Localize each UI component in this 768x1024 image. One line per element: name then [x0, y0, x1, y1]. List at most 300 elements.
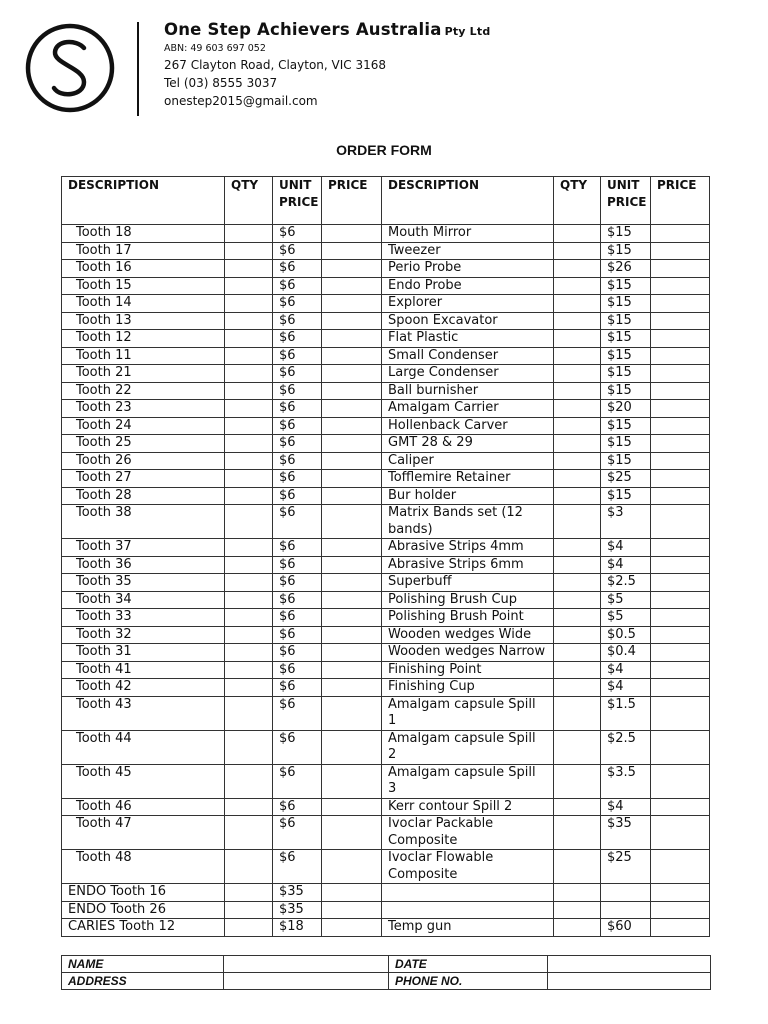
- right-price-field[interactable]: [651, 679, 710, 697]
- left-description: Tooth 45: [62, 764, 225, 798]
- right-qty-field[interactable]: [554, 382, 601, 400]
- left-unit-price: $35: [273, 901, 322, 919]
- left-description: Tooth 14: [62, 295, 225, 313]
- right-unit-price: $15: [601, 435, 651, 453]
- left-qty-field[interactable]: [225, 556, 273, 574]
- left-qty-field[interactable]: [225, 609, 273, 627]
- right-qty-field[interactable]: [554, 884, 601, 902]
- table-row: [62, 260, 710, 278]
- right-description: Temp gun: [382, 919, 554, 937]
- right-description: Small Condenser: [382, 347, 554, 365]
- company-abn: ABN: 49 603 697 052: [164, 43, 266, 54]
- left-price-field[interactable]: [322, 242, 382, 260]
- right-unit-price: $5: [601, 591, 651, 609]
- table-row: [62, 452, 710, 470]
- left-price-field[interactable]: [322, 901, 382, 919]
- right-qty-field[interactable]: [554, 470, 601, 488]
- left-unit-price: $6: [273, 260, 322, 278]
- right-price-field[interactable]: [651, 816, 710, 850]
- left-qty-field[interactable]: [225, 696, 273, 730]
- right-unit-price: $4: [601, 556, 651, 574]
- left-unit-price: $6: [273, 850, 322, 884]
- right-qty-field[interactable]: [554, 816, 601, 850]
- right-description: Tofflemire Retainer: [382, 470, 554, 488]
- left-description: Tooth 34: [62, 591, 225, 609]
- form-title: ORDER FORM: [336, 142, 432, 158]
- right-price-field[interactable]: [651, 295, 710, 313]
- right-description: Explorer: [382, 295, 554, 313]
- right-description: [382, 884, 554, 902]
- left-qty-field[interactable]: [225, 679, 273, 697]
- table-row: [62, 574, 710, 592]
- left-price-field[interactable]: [322, 539, 382, 557]
- table-row: [62, 365, 710, 383]
- left-description: Tooth 23: [62, 400, 225, 418]
- right-unit-price: $2.5: [601, 730, 651, 764]
- left-description: Tooth 42: [62, 679, 225, 697]
- right-unit-price: $20: [601, 400, 651, 418]
- right-unit-price: $60: [601, 919, 651, 937]
- right-price-field[interactable]: [651, 798, 710, 816]
- name-label: NAME: [62, 956, 224, 973]
- right-price-field[interactable]: [651, 919, 710, 937]
- right-qty-field[interactable]: [554, 365, 601, 383]
- left-unit-price: $6: [273, 452, 322, 470]
- left-price-field[interactable]: [322, 452, 382, 470]
- left-description: ENDO Tooth 16: [62, 884, 225, 902]
- left-qty-field[interactable]: [225, 764, 273, 798]
- company-name: One Step Achievers Australia Pty Ltd: [164, 20, 491, 39]
- table-header-row: [62, 177, 710, 225]
- left-description: Tooth 35: [62, 574, 225, 592]
- left-qty-field[interactable]: [225, 487, 273, 505]
- right-qty-field[interactable]: [554, 850, 601, 884]
- left-price-field[interactable]: [322, 260, 382, 278]
- left-price-field[interactable]: [322, 644, 382, 662]
- left-qty-field[interactable]: [225, 312, 273, 330]
- left-description: Tooth 36: [62, 556, 225, 574]
- left-qty-field[interactable]: [225, 919, 273, 937]
- contact-row: [62, 973, 711, 990]
- left-description: CARIES Tooth 12: [62, 919, 225, 937]
- right-description: Amalgam capsule Spill 3: [382, 764, 554, 798]
- right-price-field[interactable]: [651, 225, 710, 243]
- left-unit-price: $6: [273, 295, 322, 313]
- right-qty-field[interactable]: [554, 539, 601, 557]
- left-qty-field[interactable]: [225, 225, 273, 243]
- right-price-field[interactable]: [651, 470, 710, 488]
- left-description: Tooth 46: [62, 798, 225, 816]
- left-price-field[interactable]: [322, 435, 382, 453]
- left-qty-field[interactable]: [225, 417, 273, 435]
- company-block: [164, 20, 490, 108]
- table-row: [62, 679, 710, 697]
- left-price-field[interactable]: [322, 347, 382, 365]
- right-description: Flat Plastic: [382, 330, 554, 348]
- left-unit-price: $6: [273, 365, 322, 383]
- left-price-field[interactable]: [322, 505, 382, 539]
- left-price-field[interactable]: [322, 696, 382, 730]
- table-row: [62, 730, 710, 764]
- left-qty-field[interactable]: [225, 901, 273, 919]
- right-price-field[interactable]: [651, 312, 710, 330]
- left-description: Tooth 25: [62, 435, 225, 453]
- table-row: [62, 242, 710, 260]
- right-description: Finishing Point: [382, 661, 554, 679]
- table-row: [62, 919, 710, 937]
- table-row: [62, 312, 710, 330]
- left-description: Tooth 11: [62, 347, 225, 365]
- right-unit-price: $1.5: [601, 696, 651, 730]
- left-unit-price: $6: [273, 816, 322, 850]
- left-qty-field[interactable]: [225, 452, 273, 470]
- right-qty-field[interactable]: [554, 609, 601, 627]
- left-qty-field[interactable]: [225, 626, 273, 644]
- header-qty: QTY: [225, 177, 273, 225]
- right-price-field[interactable]: [651, 884, 710, 902]
- table-row: [62, 901, 710, 919]
- right-qty-field[interactable]: [554, 730, 601, 764]
- right-description: Ivoclar Packable Composite: [382, 816, 554, 850]
- right-price-field[interactable]: [651, 574, 710, 592]
- right-qty-field[interactable]: [554, 435, 601, 453]
- right-qty-field[interactable]: [554, 661, 601, 679]
- left-qty-field[interactable]: [225, 260, 273, 278]
- company-suffix: Pty Ltd: [444, 25, 491, 38]
- right-description: GMT 28 & 29: [382, 435, 554, 453]
- right-price-field[interactable]: [651, 365, 710, 383]
- left-qty-field[interactable]: [225, 505, 273, 539]
- left-unit-price: $6: [273, 400, 322, 418]
- table-row: [62, 470, 710, 488]
- left-unit-price: $6: [273, 470, 322, 488]
- header-qty: QTY: [554, 177, 601, 225]
- table-row: [62, 798, 710, 816]
- left-unit-price: $6: [273, 609, 322, 627]
- left-qty-field[interactable]: [225, 798, 273, 816]
- right-price-field[interactable]: [651, 382, 710, 400]
- left-price-field[interactable]: [322, 556, 382, 574]
- left-price-field[interactable]: [322, 277, 382, 295]
- right-price-field[interactable]: [651, 730, 710, 764]
- contact-row: [62, 956, 711, 973]
- right-qty-field[interactable]: [554, 312, 601, 330]
- left-unit-price: $6: [273, 696, 322, 730]
- right-description: Amalgam capsule Spill 1: [382, 696, 554, 730]
- left-qty-field[interactable]: [225, 382, 273, 400]
- left-unit-price: $6: [273, 661, 322, 679]
- right-price-field[interactable]: [651, 696, 710, 730]
- left-price-field[interactable]: [322, 470, 382, 488]
- right-unit-price: $35: [601, 816, 651, 850]
- right-price-field[interactable]: [651, 901, 710, 919]
- left-price-field[interactable]: [322, 816, 382, 850]
- right-qty-field[interactable]: [554, 764, 601, 798]
- left-qty-field[interactable]: [225, 539, 273, 557]
- left-qty-field[interactable]: [225, 295, 273, 313]
- right-unit-price: $2.5: [601, 574, 651, 592]
- right-unit-price: $3: [601, 505, 651, 539]
- left-unit-price: $35: [273, 884, 322, 902]
- left-qty-field[interactable]: [225, 644, 273, 662]
- right-unit-price: $26: [601, 260, 651, 278]
- left-qty-field[interactable]: [225, 730, 273, 764]
- right-unit-price: $15: [601, 347, 651, 365]
- table-row: [62, 505, 710, 539]
- left-qty-field[interactable]: [225, 347, 273, 365]
- address-label: ADDRESS: [62, 973, 224, 990]
- header-unit-price: UNIT PRICE: [601, 177, 651, 225]
- table-row: [62, 330, 710, 348]
- left-price-field[interactable]: [322, 764, 382, 798]
- table-row: [62, 764, 710, 798]
- left-unit-price: $6: [273, 225, 322, 243]
- right-qty-field[interactable]: [554, 679, 601, 697]
- left-unit-price: $6: [273, 626, 322, 644]
- left-description: ENDO Tooth 26: [62, 901, 225, 919]
- company-logo-icon: [24, 22, 116, 114]
- company-phone: Tel (03) 8555 3037: [164, 76, 278, 90]
- right-qty-field[interactable]: [554, 919, 601, 937]
- right-qty-field[interactable]: [554, 574, 601, 592]
- right-price-field[interactable]: [651, 417, 710, 435]
- right-description: Perio Probe: [382, 260, 554, 278]
- right-price-field[interactable]: [651, 591, 710, 609]
- right-unit-price: $15: [601, 277, 651, 295]
- right-description: Mouth Mirror: [382, 225, 554, 243]
- right-price-field[interactable]: [651, 556, 710, 574]
- name-field[interactable]: [224, 956, 389, 973]
- right-qty-field[interactable]: [554, 487, 601, 505]
- left-description: Tooth 26: [62, 452, 225, 470]
- left-price-field[interactable]: [322, 225, 382, 243]
- right-price-field[interactable]: [651, 347, 710, 365]
- right-qty-field[interactable]: [554, 400, 601, 418]
- right-price-field[interactable]: [651, 626, 710, 644]
- right-price-field[interactable]: [651, 764, 710, 798]
- right-price-field[interactable]: [651, 435, 710, 453]
- left-qty-field[interactable]: [225, 884, 273, 902]
- right-unit-price: $15: [601, 417, 651, 435]
- table-row: [62, 591, 710, 609]
- header-price: PRICE: [651, 177, 710, 225]
- right-description: Bur holder: [382, 487, 554, 505]
- left-qty-field[interactable]: [225, 365, 273, 383]
- left-description: Tooth 44: [62, 730, 225, 764]
- left-price-field[interactable]: [322, 884, 382, 902]
- left-qty-field[interactable]: [225, 574, 273, 592]
- right-unit-price: $25: [601, 470, 651, 488]
- address-field[interactable]: [224, 973, 389, 990]
- right-unit-price: $4: [601, 661, 651, 679]
- right-price-field[interactable]: [651, 487, 710, 505]
- left-description: Tooth 48: [62, 850, 225, 884]
- table-row: [62, 277, 710, 295]
- right-price-field[interactable]: [651, 609, 710, 627]
- left-description: Tooth 31: [62, 644, 225, 662]
- right-description: Tweezer: [382, 242, 554, 260]
- right-description: Abrasive Strips 6mm: [382, 556, 554, 574]
- left-qty-field[interactable]: [225, 850, 273, 884]
- left-price-field[interactable]: [322, 626, 382, 644]
- left-qty-field[interactable]: [225, 330, 273, 348]
- right-qty-field[interactable]: [554, 798, 601, 816]
- table-row: [62, 295, 710, 313]
- right-unit-price: $15: [601, 242, 651, 260]
- left-unit-price: $6: [273, 764, 322, 798]
- left-description: Tooth 13: [62, 312, 225, 330]
- right-unit-price: [601, 884, 651, 902]
- table-row: [62, 816, 710, 850]
- left-description: Tooth 22: [62, 382, 225, 400]
- table-row: [62, 661, 710, 679]
- left-qty-field[interactable]: [225, 435, 273, 453]
- right-unit-price: $15: [601, 312, 651, 330]
- left-price-field[interactable]: [322, 487, 382, 505]
- right-unit-price: $15: [601, 487, 651, 505]
- order-table-body: [62, 225, 710, 937]
- right-qty-field[interactable]: [554, 644, 601, 662]
- right-unit-price: $15: [601, 382, 651, 400]
- left-unit-price: $6: [273, 574, 322, 592]
- right-price-field[interactable]: [651, 539, 710, 557]
- left-unit-price: $6: [273, 679, 322, 697]
- right-unit-price: $15: [601, 225, 651, 243]
- table-row: [62, 435, 710, 453]
- left-qty-field[interactable]: [225, 816, 273, 850]
- contact-table: [61, 955, 711, 990]
- left-price-field[interactable]: [322, 382, 382, 400]
- header-price: PRICE: [322, 177, 382, 225]
- left-unit-price: $6: [273, 644, 322, 662]
- right-unit-price: $15: [601, 365, 651, 383]
- right-unit-price: $0.4: [601, 644, 651, 662]
- header-description: DESCRIPTION: [62, 177, 225, 225]
- left-price-field[interactable]: [322, 417, 382, 435]
- table-row: [62, 644, 710, 662]
- left-price-field[interactable]: [322, 730, 382, 764]
- left-price-field[interactable]: [322, 400, 382, 418]
- company-address: 267 Clayton Road, Clayton, VIC 3168: [164, 58, 387, 72]
- right-price-field[interactable]: [651, 850, 710, 884]
- left-price-field[interactable]: [322, 919, 382, 937]
- left-description: Tooth 16: [62, 260, 225, 278]
- left-unit-price: $18: [273, 919, 322, 937]
- right-qty-field[interactable]: [554, 901, 601, 919]
- table-row: [62, 850, 710, 884]
- table-row: [62, 400, 710, 418]
- right-qty-field[interactable]: [554, 225, 601, 243]
- right-qty-field[interactable]: [554, 591, 601, 609]
- table-row: [62, 556, 710, 574]
- left-description: Tooth 38: [62, 505, 225, 539]
- right-description: Wooden wedges Wide: [382, 626, 554, 644]
- date-field[interactable]: [548, 956, 711, 973]
- right-qty-field[interactable]: [554, 556, 601, 574]
- right-description: Hollenback Carver: [382, 417, 554, 435]
- right-price-field[interactable]: [651, 277, 710, 295]
- left-price-field[interactable]: [322, 661, 382, 679]
- right-qty-field[interactable]: [554, 277, 601, 295]
- right-qty-field[interactable]: [554, 452, 601, 470]
- right-unit-price: $15: [601, 330, 651, 348]
- left-price-field[interactable]: [322, 798, 382, 816]
- left-description: Tooth 28: [62, 487, 225, 505]
- company-email: onestep2015@gmail.com: [164, 94, 318, 108]
- right-price-field[interactable]: [651, 452, 710, 470]
- right-price-field[interactable]: [651, 661, 710, 679]
- left-qty-field[interactable]: [225, 470, 273, 488]
- header-unit-price: UNIT PRICE: [273, 177, 322, 225]
- left-description: Tooth 27: [62, 470, 225, 488]
- left-description: Tooth 18: [62, 225, 225, 243]
- left-price-field[interactable]: [322, 312, 382, 330]
- right-qty-field[interactable]: [554, 260, 601, 278]
- left-price-field[interactable]: [322, 591, 382, 609]
- right-description: Matrix Bands set (12 bands): [382, 505, 554, 539]
- left-price-field[interactable]: [322, 609, 382, 627]
- right-qty-field[interactable]: [554, 295, 601, 313]
- left-price-field[interactable]: [322, 574, 382, 592]
- header-divider: [137, 22, 139, 116]
- phone-label: PHONE NO.: [389, 973, 548, 990]
- table-row: [62, 417, 710, 435]
- left-qty-field[interactable]: [225, 591, 273, 609]
- right-qty-field[interactable]: [554, 417, 601, 435]
- left-qty-field[interactable]: [225, 400, 273, 418]
- right-price-field[interactable]: [651, 330, 710, 348]
- left-description: Tooth 37: [62, 539, 225, 557]
- left-qty-field[interactable]: [225, 661, 273, 679]
- left-unit-price: $6: [273, 435, 322, 453]
- left-price-field[interactable]: [322, 679, 382, 697]
- left-price-field[interactable]: [322, 295, 382, 313]
- phone-field[interactable]: [548, 973, 711, 990]
- right-qty-field[interactable]: [554, 696, 601, 730]
- right-price-field[interactable]: [651, 260, 710, 278]
- left-price-field[interactable]: [322, 365, 382, 383]
- right-price-field[interactable]: [651, 242, 710, 260]
- right-unit-price: $25: [601, 850, 651, 884]
- right-qty-field[interactable]: [554, 242, 601, 260]
- left-unit-price: $6: [273, 591, 322, 609]
- date-label: DATE: [389, 956, 548, 973]
- left-qty-field[interactable]: [225, 242, 273, 260]
- right-description: [382, 901, 554, 919]
- right-qty-field[interactable]: [554, 347, 601, 365]
- right-description: Large Condenser: [382, 365, 554, 383]
- left-price-field[interactable]: [322, 850, 382, 884]
- right-qty-field[interactable]: [554, 626, 601, 644]
- left-description: Tooth 43: [62, 696, 225, 730]
- right-price-field[interactable]: [651, 644, 710, 662]
- right-description: Finishing Cup: [382, 679, 554, 697]
- right-description: Polishing Brush Cup: [382, 591, 554, 609]
- left-unit-price: $6: [273, 539, 322, 557]
- left-unit-price: $6: [273, 798, 322, 816]
- right-qty-field[interactable]: [554, 330, 601, 348]
- left-price-field[interactable]: [322, 330, 382, 348]
- right-unit-price: $15: [601, 452, 651, 470]
- right-price-field[interactable]: [651, 505, 710, 539]
- left-qty-field[interactable]: [225, 277, 273, 295]
- right-description: Ball burnisher: [382, 382, 554, 400]
- left-description: Tooth 21: [62, 365, 225, 383]
- left-description: Tooth 15: [62, 277, 225, 295]
- right-price-field[interactable]: [651, 400, 710, 418]
- right-qty-field[interactable]: [554, 505, 601, 539]
- right-description: Endo Probe: [382, 277, 554, 295]
